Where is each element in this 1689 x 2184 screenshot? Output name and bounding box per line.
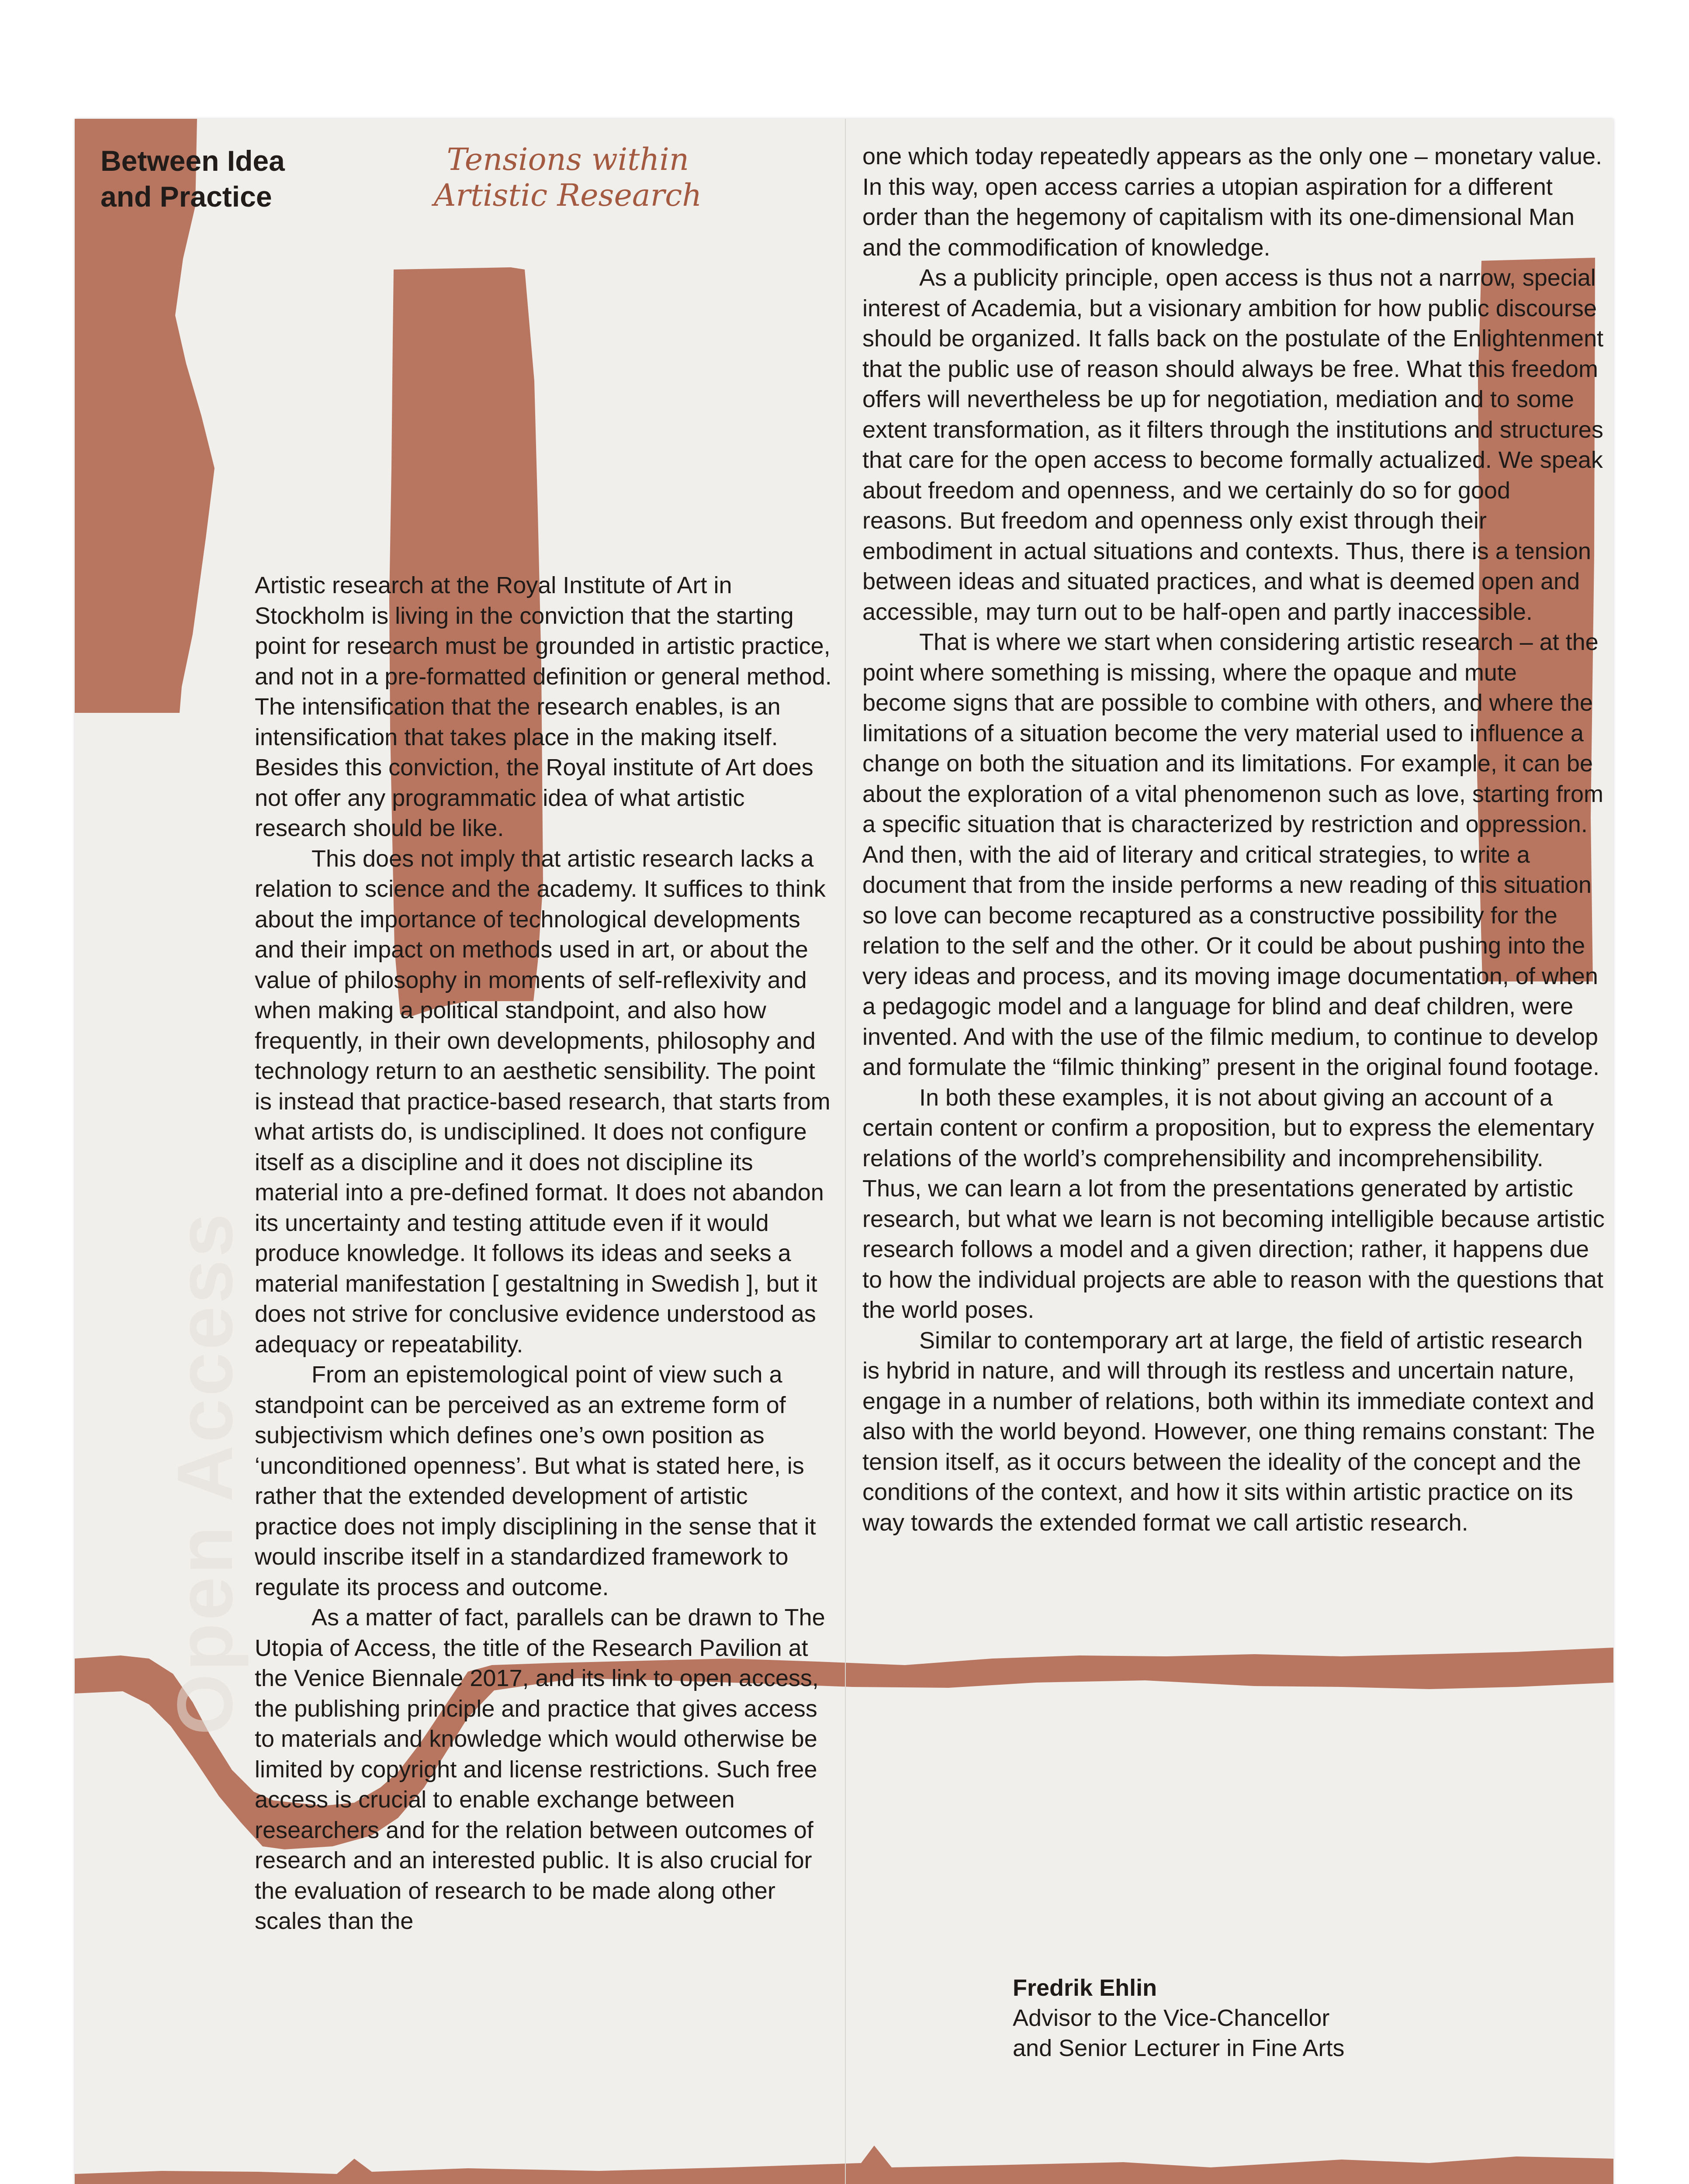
right-text-column — [862, 142, 1605, 1538]
section-title-line1: Between Idea — [100, 145, 285, 177]
author-role-line1: Advisor to the Vice-Chancellor — [1013, 2005, 1330, 2031]
author-signature — [1013, 1973, 1344, 2063]
article-title — [434, 142, 702, 213]
bottom-torn-band — [75, 2146, 1613, 2184]
right-paragraph-2: As a publicity principle, open access is thus not a narrow, special interest of Academia, but a visionary ambition for how public discourse should be organized. It falls back on the postulate of the Enlightenment that the public use of reason should always be free. What this freedom offers will nevertheless be up for negotiation, mediation and to some extent transformation, as it filters through the institutions and structures that care for the open access to become formally actualized. We speak about freedom and openness, and we certainly do so for good reasons. But freedom and openness only exist through their embodiment in actual situations and contexts. Thus, there is a tension between ideas and situated practices, and what is deemed open and accessible, may turn out to be half-open and partly inaccessible. — [862, 265, 1604, 625]
section-title-line2: and Practice — [100, 180, 272, 213]
center-fold-line — [845, 119, 846, 2184]
newspaper-page — [75, 119, 1613, 2184]
right-paragraph-3: That is where we start when considering artistic research – at the point where something is missing, where the opaque and mute become signs that are possible to combine with others, and where the limitations of a situation become the very material used to influence a change on both the situation and its limitations. For example, it can be about the exploration of a vital phenomenon such as love, starting from a specific situation that is characterized by restriction and oppression. And then, with the aid of literary and critical strategies, to write a document that from the inside performs a new reading of this situation so love can become recaptured as a constructive possibility for the relation to the self and the other. Or it could be about pushing into the very ideas and process, and its moving image documentation, of when a pedagogic model and a language for blind and deaf children, were invented. And with the use of the filmic medium, to continue to develop and formulate the “filmic thinking” present in the original found footage. — [862, 629, 1604, 1080]
left-paragraph-1: Artistic research at the Royal Institute of Art in Stockholm is living in the conviction that the starting point for research must be grounded in artistic practice, and not in a pre-formatted definition or general method. The intensification that the research enables, is an intensification that takes place in the making itself. Besides this conviction, the Royal institute of Art does not offer any programmatic idea of what artistic research should be like. — [255, 572, 832, 841]
left-paragraph-4: As a matter of fact, parallels can be drawn to The Utopia of Access, the title of the Research Pavilion at the Venice Biennale 2017, and its link to open access, the publishing principle and practice that gives access to materials and knowledge which would otherwise be limited by copyright and license restrictions. Such free access is crucial to enable exchange between researchers and for the relation between outcomes of research and an interested public. It is also crucial for the evaluation of research to be made along other scales than the — [255, 1604, 825, 1934]
article-title-line2: Artistic Research — [434, 177, 702, 213]
right-paragraph-1: one which today repeatedly appears as the only one – monetary value. In this way, open access carries a utopian aspiration for a different order than the hegemony of capitalism with its one-dimensional Man and the commodification of knowledge. — [862, 143, 1602, 261]
open-access-watermark: Open Access — [161, 1211, 249, 1735]
author-name: Fredrik Ehlin — [1013, 1975, 1157, 2001]
right-paragraph-5: Similar to contemporary art at large, the field of artistic research is hybrid in nature, and will through its restless and uncertain nature, engage in a number of relations, both within its immediate context and also with the world beyond. However, one thing remains constant: The tension itself, as it occurs between the ideality of the concept and the conditions of the context, and how it sits within artistic practice on its way towards the extended format we call artistic research. — [862, 1327, 1595, 1536]
left-paragraph-3: From an epistemological point of view such a standpoint can be perceived as an extreme form of subjectivism which defines one’s own position as ‘unconditioned openness’. But what is stated here, is rather that the extended development of artistic practice does not imply disciplining in the sense that it would inscribe itself in a standardized framework to regulate its process and outcome. — [255, 1362, 816, 1600]
right-paragraph-4: In both these examples, it is not about giving an account of a certain content or confirm a proposition, but to express the elementary relations of the world’s comprehensibility and incomprehensibility. Thus, we can learn a lot from the presentations generated by artistic research, but what we learn is not becoming intelligible because artistic research follows a model and a given direction; rather, it happens due to how the individual projects are able to reason with the questions that the world poses. — [862, 1084, 1605, 1323]
left-text-column — [255, 570, 836, 1937]
author-role-line2: and Senior Lecturer in Fine Arts — [1013, 2035, 1345, 2061]
article-title-line1: Tensions within — [446, 142, 689, 177]
section-title — [100, 143, 285, 214]
left-paragraph-2: This does not imply that artistic research lacks a relation to science and the academy. It suffices to think about the importance of technological developments and their impact on methods used in art, or about the value of philosophy in moments of self-reflexivity and when making a political standpoint, and also how frequently, in their own developments, philosophy and technology return to an aesthetic sensibility. The point is instead that practice-based research, that starts from what artists do, is undisciplined. It does not configure itself as a discipline and it does not discipline its material into a pre-defined format. It does not abandon its uncertainty and testing attitude even if it would produce knowledge. It follows its ideas and seeks a material manifestation [ gestaltning in Swedish ], but it does not strive for conclusive evidence understood as adequacy or repeatability. — [255, 845, 831, 1358]
